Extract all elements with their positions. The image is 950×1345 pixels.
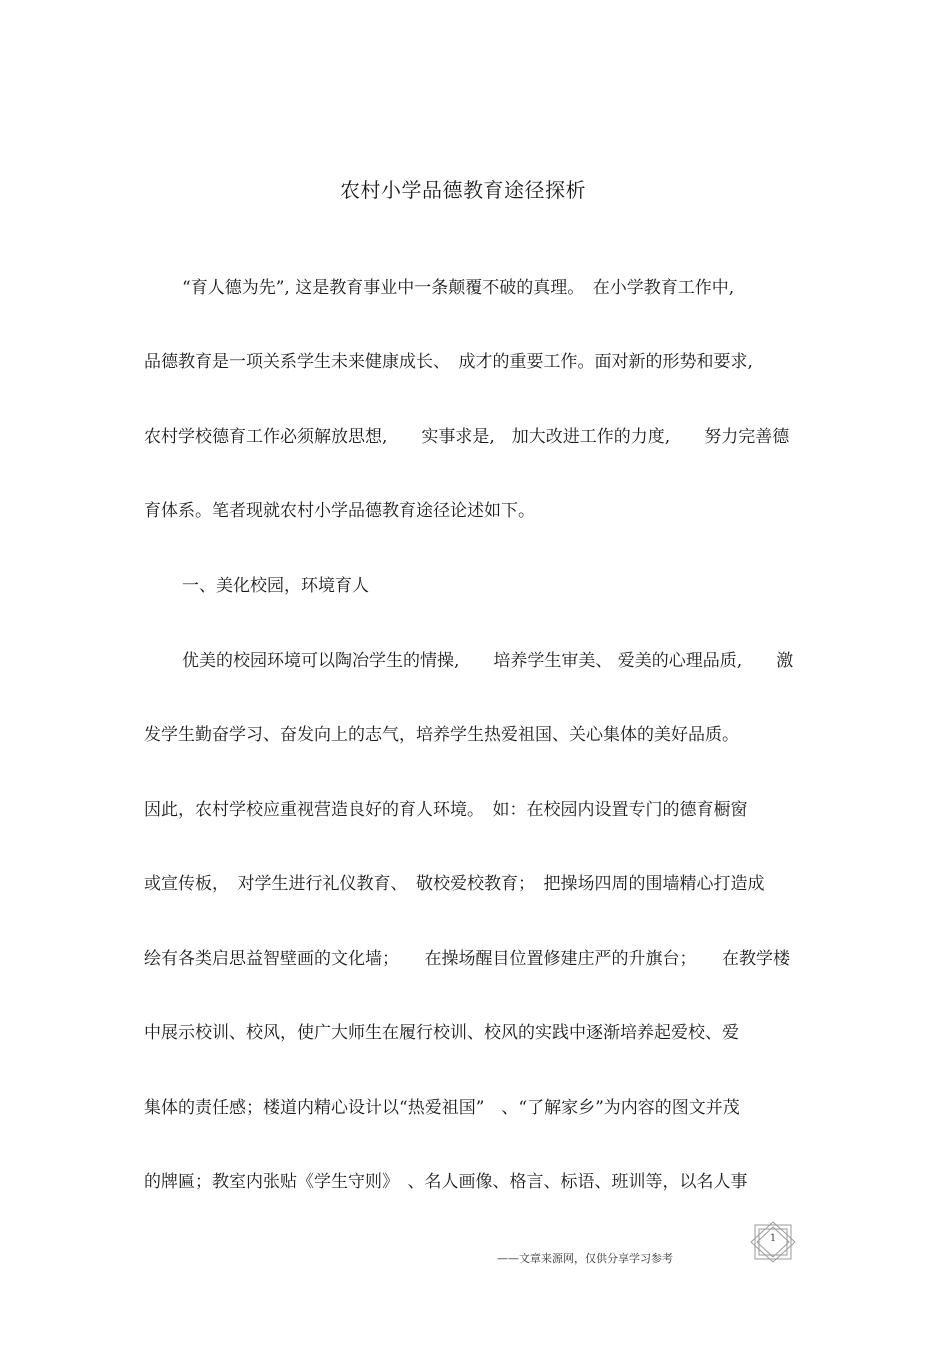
paragraph-line: 优美的校园环境可以陶冶学生的情操, 培养学生审美、 爱美的心理品质, 激 [182,651,794,671]
paragraph-line: 发学生勤奋学习、奋发向上的志气，培养学生热爱祖国、关心集体的美好品质。 [144,725,739,745]
paragraph-line: 农村学校德育工作必须解放思想, 实事求是, 加大改进工作的力度, 努力完善德 [144,427,790,447]
paragraph-line: 因此，农村学校应重视营造良好的育人环境。 如：在校园内设置专门的德育橱窗 [144,800,748,820]
paragraph-line: 育体系。笔者现就农村小学品德教育途径论述如下。 [144,501,535,521]
paragraph-line: “育人德为先”, 这是教育事业中一条颠覆不破的真理。 在小学教育工作中, [182,278,735,298]
document-title: 农村小学品德教育途径探析 [340,178,586,202]
section-heading: 一、美化校园，环境育人 [182,576,369,596]
paragraph-line: 的牌匾；教室内张贴《学生守则》 、名人画像、格言、标语、班训等，以名人事 [144,1172,748,1192]
page-number: 1 [769,1233,777,1244]
paragraph-line: 集体的责任感；楼道内精心设计以“热爱祖国” 、“了解家乡”为内容的图文并茂 [144,1098,740,1118]
page-number-badge [749,1221,797,1263]
source-note: ——文章来源网，仅供分享学习参考 [497,1252,673,1265]
paragraph-line: 中展示校训、校风，使广大师生在履行校训、校风的实践中逐渐培养起爱校、爱 [144,1023,739,1043]
paragraph-line: 品德教育是一项关系学生未来健康成长、 成才的重要工作。面对新的形势和要求, [144,352,753,372]
paragraph-line: 绘有各类启思益智壁画的文化墙； 在操场醒目位置修建庄严的升旗台； 在教学楼 [144,949,790,969]
paragraph-line: 或宣传板， 对学生进行礼仪教育、 敬校爱校教育； 把操场四周的围墙精心打造成 [144,874,765,894]
